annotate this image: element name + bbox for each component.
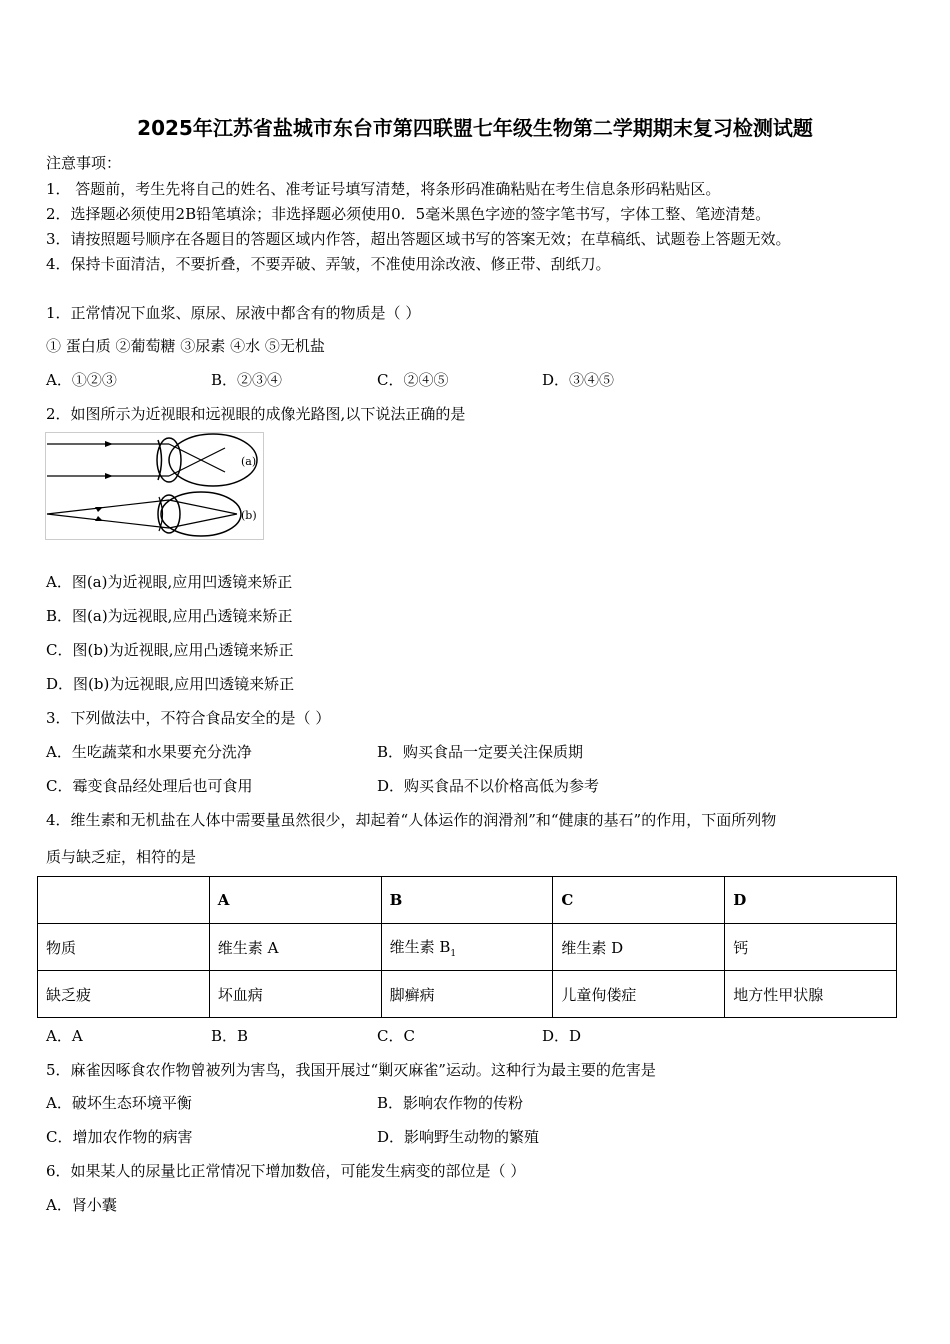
note-item: 1． 答题前，考生先将自己的姓名、准考证号填写清楚，将条形码准确粘贴在考生信息条形码粘贴区。 [46,180,721,198]
q1-option-a[interactable]: A．①②③ [46,371,117,389]
q1-option-b[interactable]: B．②③④ [211,371,283,389]
table-cell: 儿童佝偻症 [553,971,725,1018]
q2-option-b[interactable]: B．图(a)为远视眼,应用凸透镜来矫正 [46,607,293,625]
table-cell: 钙 [725,924,897,971]
q3-option-d[interactable]: D．购买食品不以价格高低为参考 [377,777,600,795]
q4-table [37,876,897,1018]
table-cell: 维生素 A [209,924,381,971]
table-cell: 物质 [38,924,210,971]
table-cell: 缺乏疲 [38,971,210,1018]
q5-option-c[interactable]: C．增加农作物的病害 [46,1128,193,1146]
figure-label-a: (a) [241,455,257,468]
q2-option-c[interactable]: C．图(b)为近视眼,应用凸透镜来矫正 [46,641,294,659]
table-header-cell: B [381,877,553,924]
q2-option-a[interactable]: A．图(a)为近视眼,应用凹透镜来矫正 [46,573,293,591]
q5-option-a[interactable]: A．破坏生态环境平衡 [46,1094,192,1112]
table-cell [38,877,210,924]
page-title: 2025年江苏省盐城市东台市第四联盟七年级生物第二学期期末复习检测试题 [137,116,813,140]
q2-option-d[interactable]: D．图(b)为远视眼,应用凹透镜来矫正 [46,675,295,693]
q1-stem: 1．正常情况下血浆、原尿、尿液中都含有的物质是（ ） [46,304,421,322]
table-header-cell: D [725,877,897,924]
table-header-row [38,877,897,924]
q5-stem: 5．麻雀因啄食农作物曾被列为害鸟，我国开展过“剿灭麻雀”运动。这种行为最主要的危害是 [46,1061,656,1079]
q5-option-b[interactable]: B．影响农作物的传粉 [377,1094,524,1112]
q4-stem-line1: 4．维生素和无机盐在人体中需要量虽然很少，却起着“人体运作的润滑剂”和“健康的基石”的作用，下面所列物 [46,811,777,829]
note-item: 2．选择题必须使用2B铅笔填涂；非选择题必须使用0．5毫米黑色字迹的签字笔书写，字体工整、笔迹清楚。 [46,205,771,223]
q6-stem: 6．如果某人的尿量比正常情况下增加数倍，可能发生病变的部位是（ ） [46,1162,526,1180]
q5-option-d[interactable]: D．影响野生动物的繁殖 [377,1128,540,1146]
q4-option-b[interactable]: B．B [211,1027,249,1045]
eye-diagram-svg [45,432,265,540]
table-cell: 脚癣病 [381,971,553,1018]
q1-option-d[interactable]: D．③④⑤ [542,371,615,389]
table-cell: 坏血病 [209,971,381,1018]
figure-label-b: (b) [241,509,257,522]
table-cell: 维生素 D [553,924,725,971]
table-cell-b1 [381,924,553,971]
q3-option-c[interactable]: C．霉变食品经处理后也可食用 [46,777,253,795]
q6-option-a[interactable]: A．肾小囊 [46,1196,117,1214]
q4-option-a[interactable]: A．A [46,1027,83,1045]
table-cell-text: 维生素 B [389,937,451,956]
q4-option-c[interactable]: C．C [377,1027,415,1045]
table-row [38,924,897,971]
q4-stem-line2: 质与缺乏症，相符的是 [46,848,197,866]
notes-heading: 注意事项： [46,154,122,172]
q1-option-c[interactable]: C．②④⑤ [377,371,449,389]
table-header-cell: A [209,877,381,924]
eye-diagram [45,432,265,540]
q1-items: ① 蛋白质 ②葡萄糖 ③尿素 ④水 ⑤无机盐 [46,337,325,355]
table-cell: 地方性甲状腺 [725,971,897,1018]
q3-option-b[interactable]: B．购买食品一定要关注保质期 [377,743,584,761]
table-header-cell: C [553,877,725,924]
q3-stem: 3．下列做法中，不符合食品安全的是（ ） [46,709,331,727]
note-item: 4．保持卡面清洁，不要折叠，不要弄破、弄皱，不准使用涂改液、修正带、刮纸刀。 [46,255,611,273]
q2-stem: 2．如图所示为近视眼和远视眼的成像光路图,以下说法正确的是 [46,405,466,423]
table-row [38,971,897,1018]
q3-option-a[interactable]: A．生吃蔬菜和水果要充分洗净 [46,743,252,761]
note-item: 3．请按照题号顺序在各题目的答题区域内作答，超出答题区域书写的答案无效；在草稿纸、试题卷上答题无效。 [46,230,791,248]
subscript: 1 [450,948,457,959]
q4-option-d[interactable]: D．D [542,1027,582,1045]
